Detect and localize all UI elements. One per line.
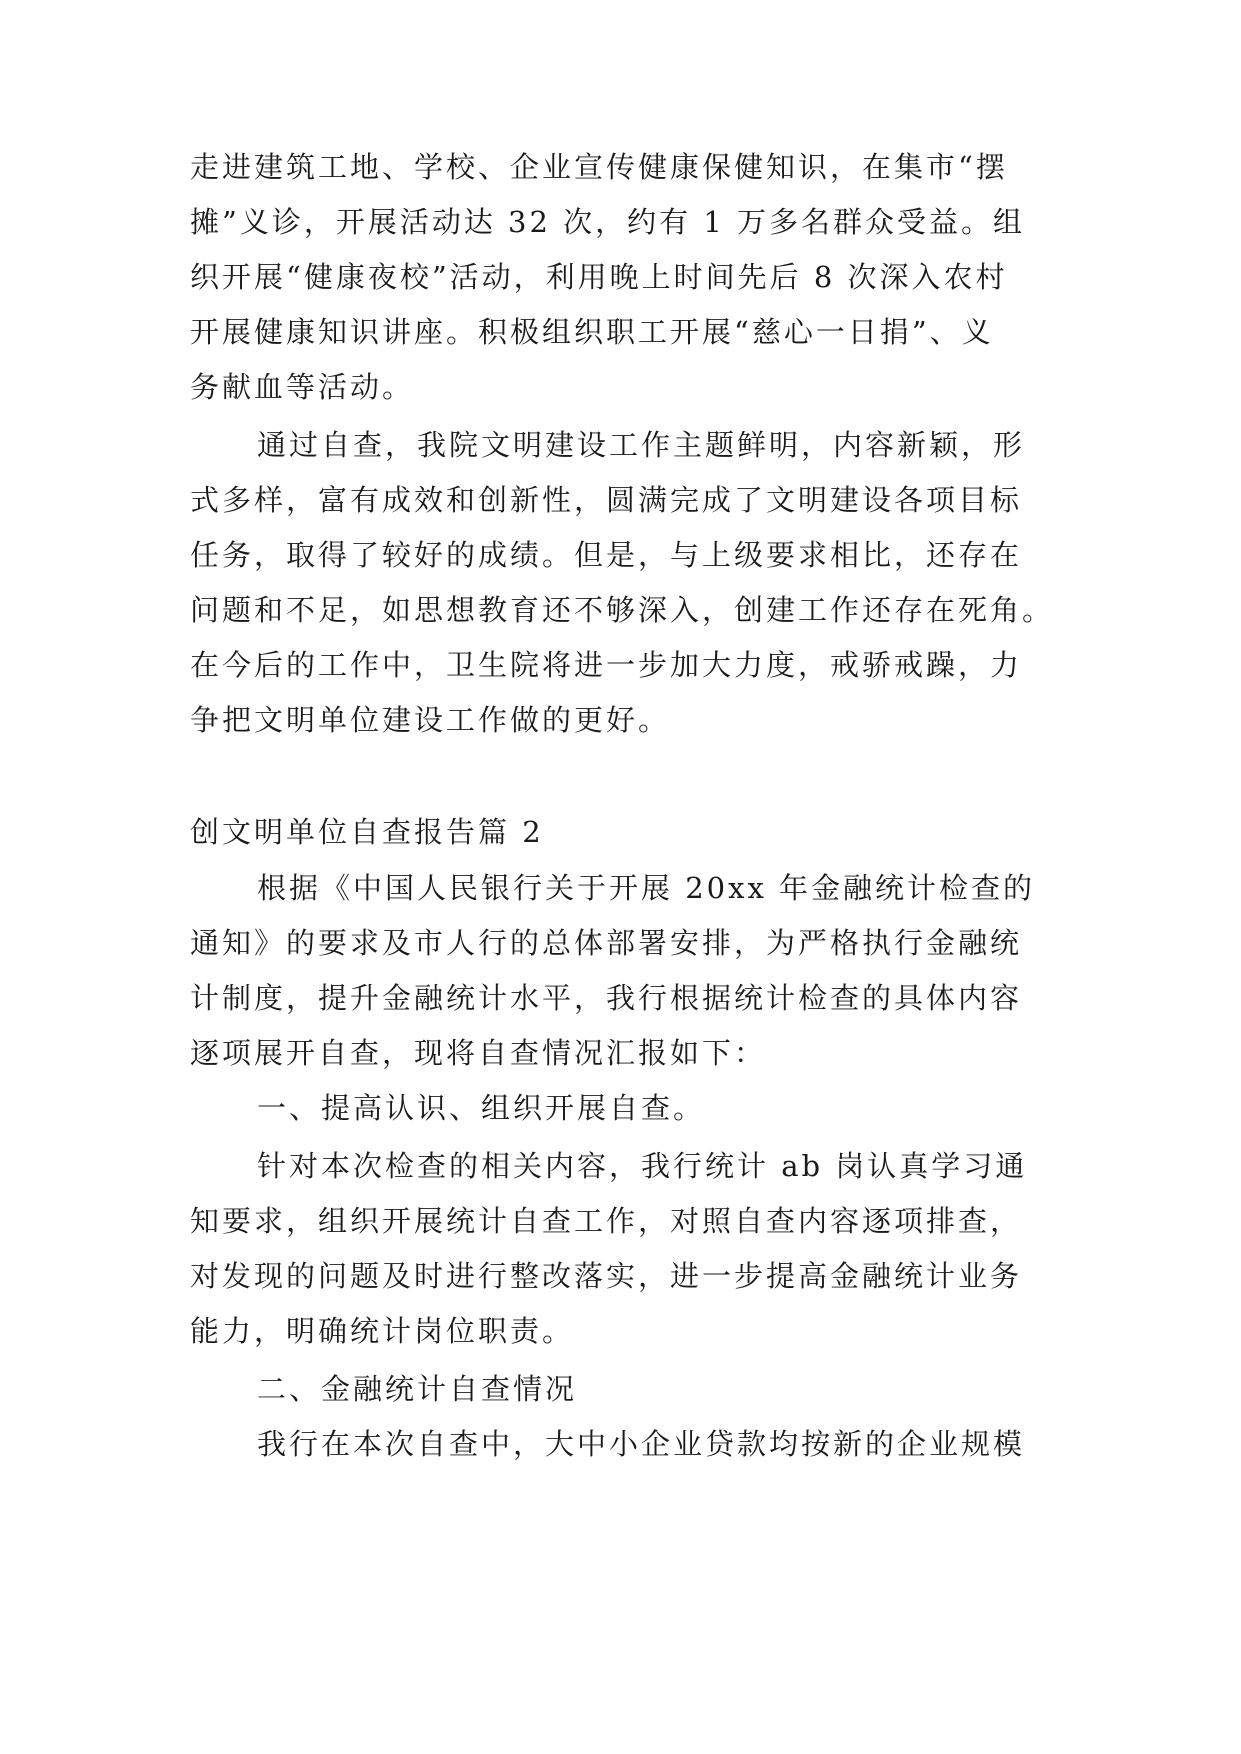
paragraph-start: 通过自查，我院文明建设工作主题鲜明，内容新颖，形 bbox=[257, 428, 1026, 462]
text-line: 逐项展开自查，现将自查情况汇报如下： bbox=[190, 1036, 767, 1070]
text-line: 务献血等活动。 bbox=[190, 370, 415, 404]
text-line: 对发现的问题及时进行整改落实，进一步提高金融统计业务 bbox=[190, 1259, 1023, 1293]
text-line: 通知》的要求及市人行的总体部署安排，为严格执行金融统 bbox=[190, 926, 1023, 960]
section-heading: 创文明单位自查报告篇 2 bbox=[190, 815, 544, 849]
subheading-1: 一、提高认识、组织开展自查。 bbox=[257, 1091, 706, 1125]
text-line: 在今后的工作中，卫生院将进一步加大力度，戒骄戒躁，力 bbox=[190, 648, 1023, 682]
paragraph-start: 针对本次检查的相关内容，我行统计 ab 岗认真学习通 bbox=[257, 1149, 1028, 1183]
text-line: 走进建筑工地、学校、企业宣传健康保健知识，在集市“摆 bbox=[190, 150, 1008, 184]
text-line: 任务，取得了较好的成绩。但是，与上级要求相比，还存在 bbox=[190, 538, 1023, 572]
text-line: 式多样，富有成效和创新性，圆满完成了文明建设各项目标 bbox=[190, 483, 1023, 517]
subheading-2: 二、金融统计自查情况 bbox=[257, 1372, 578, 1406]
text-line: 能力，明确统计岗位职责。 bbox=[190, 1314, 575, 1348]
text-line: 计制度，提升金融统计水平，我行根据统计检查的具体内容 bbox=[190, 981, 1023, 1015]
text-line: 知要求，组织开展统计自查工作，对照自查内容逐项排查， bbox=[190, 1204, 1023, 1238]
text-line: 织开展“健康夜校”活动，利用晚上时间先后 8 次深入农村 bbox=[190, 260, 1008, 294]
text-line: 摊”义诊，开展活动达 32 次，约有 1 万多名群众受益。组 bbox=[190, 205, 1026, 239]
text-line: 开展健康知识讲座。积极组织职工开展“慈心一日捐”、义 bbox=[190, 315, 994, 349]
text-line: 问题和不足，如思想教育还不够深入，创建工作还存在死角。 bbox=[190, 593, 1055, 627]
paragraph-start: 我行在本次自查中，大中小企业贷款均按新的企业规模 bbox=[257, 1427, 1026, 1461]
text-line: 争把文明单位建设工作做的更好。 bbox=[190, 703, 671, 737]
paragraph-start: 根据《中国人民银行关于开展 20xx 年金融统计检查的 bbox=[257, 871, 1036, 905]
